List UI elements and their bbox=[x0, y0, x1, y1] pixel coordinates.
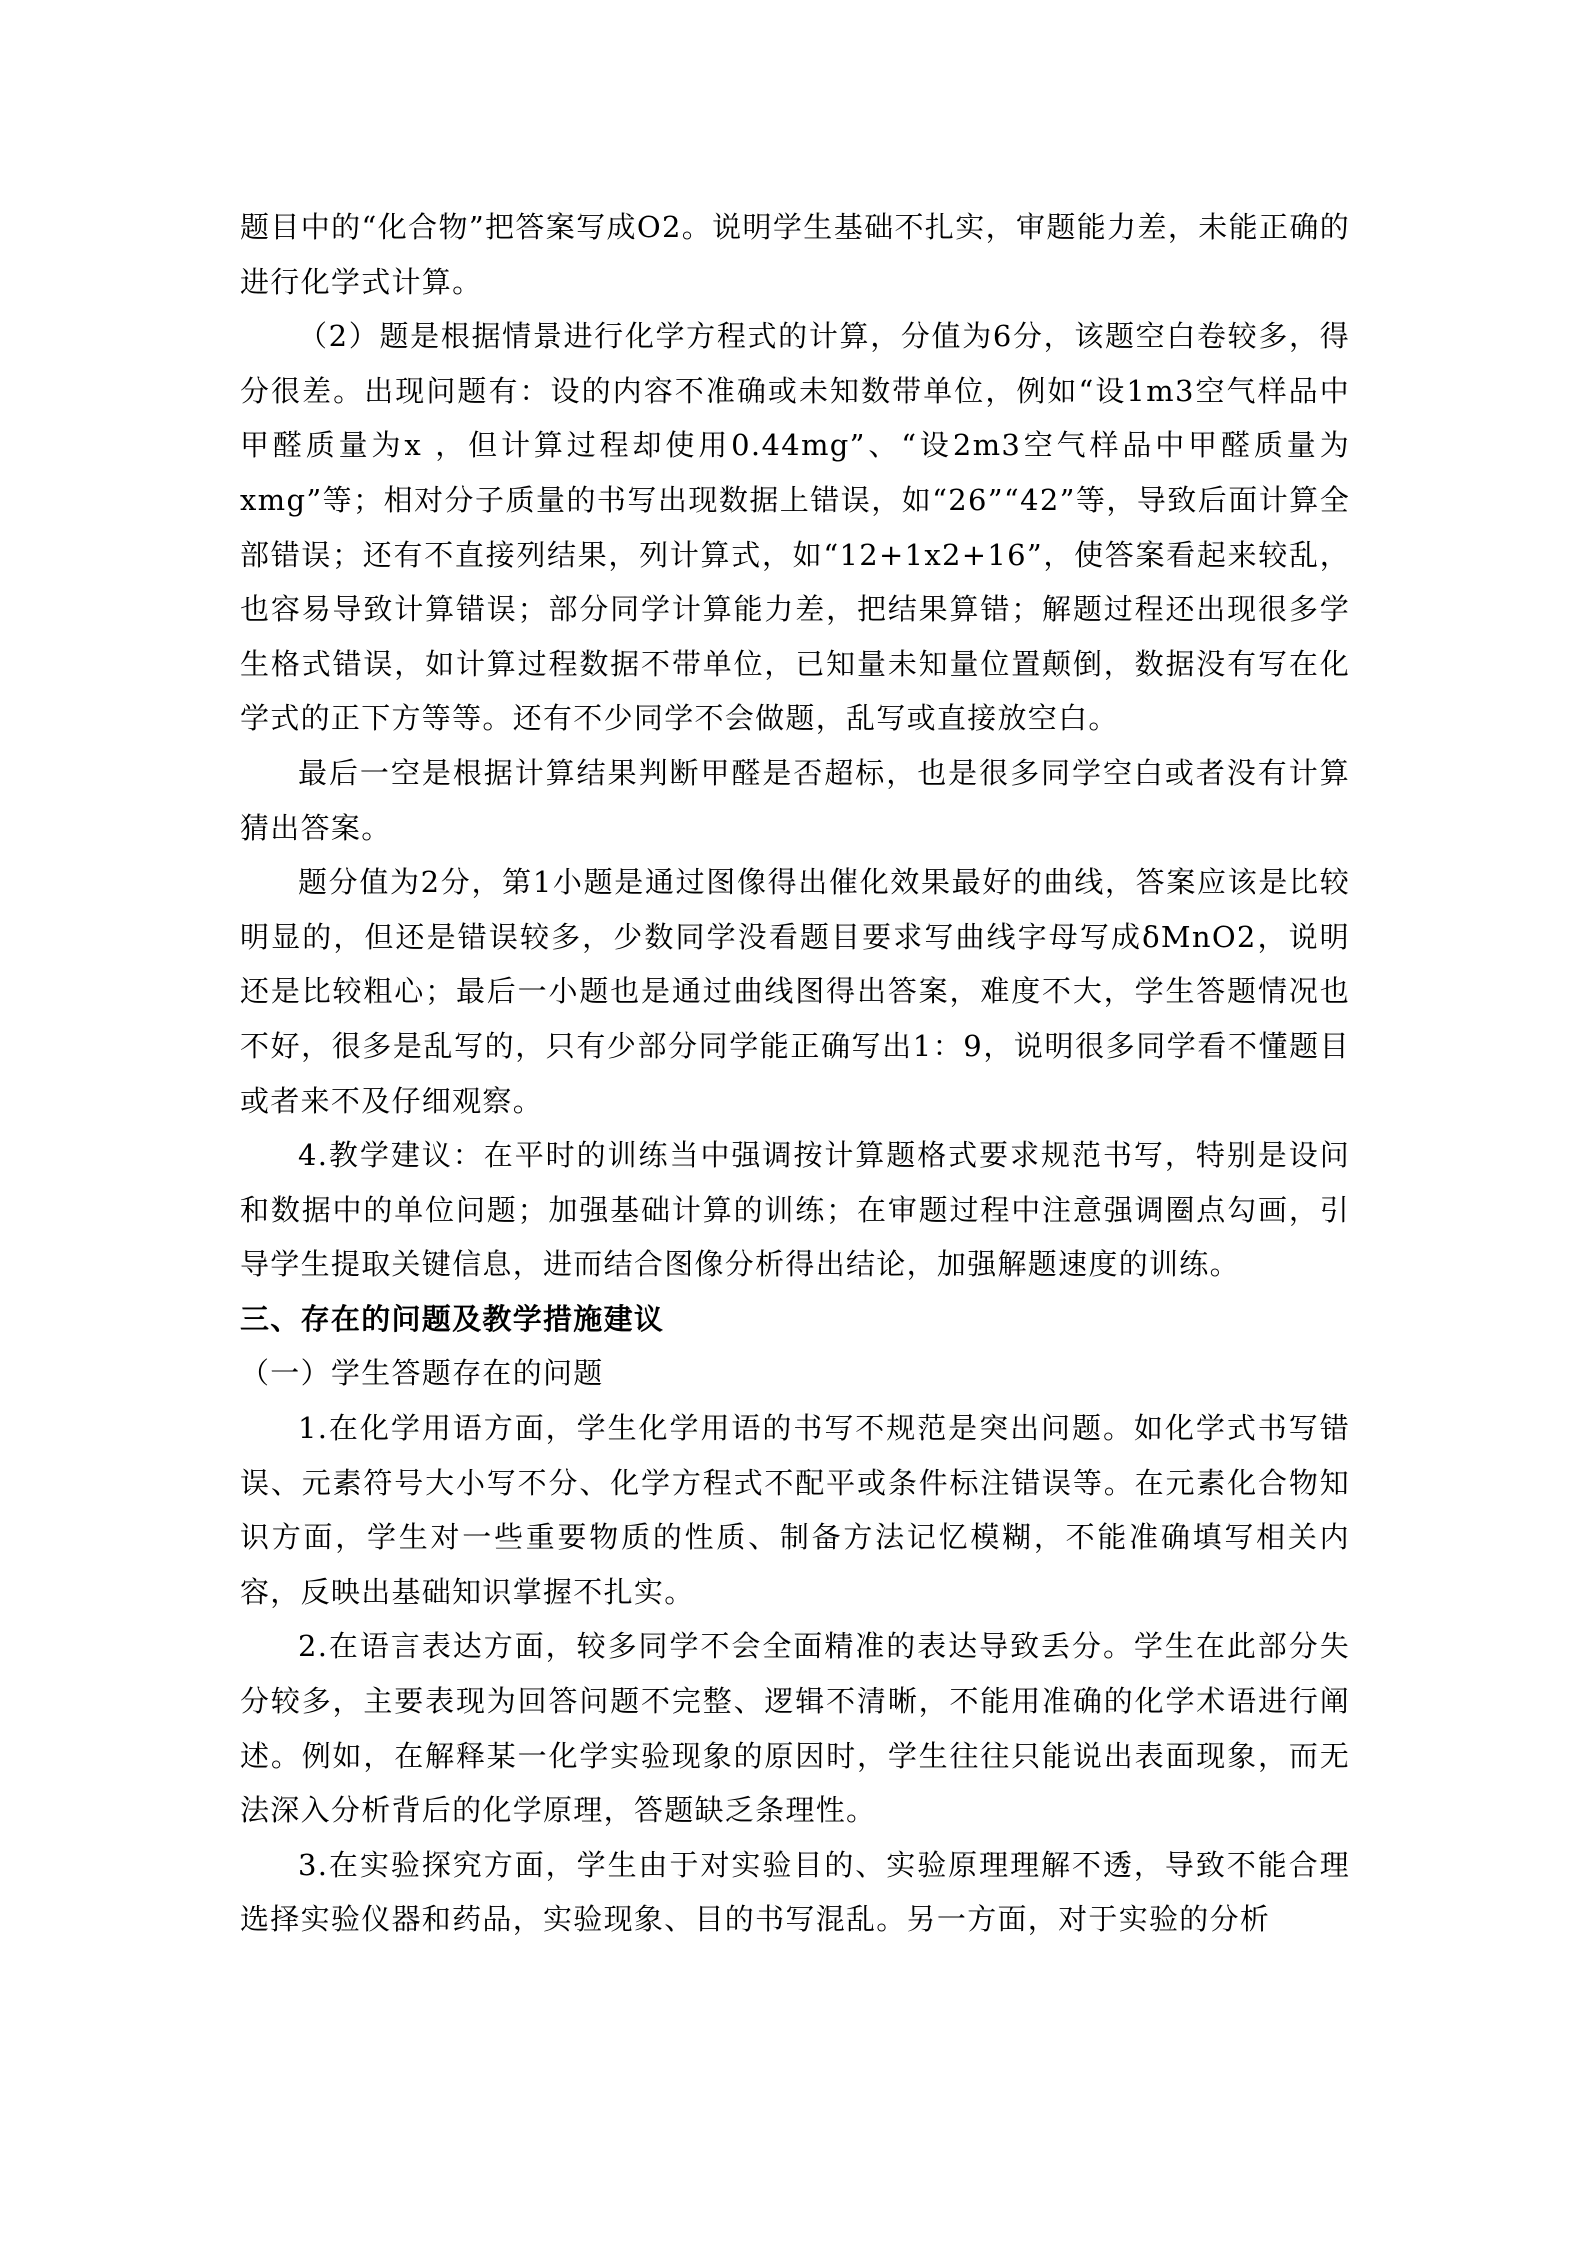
paragraph: 3.在实验探究方面，学生由于对实验目的、实验原理理解不透，导致不能合理选择实验仪器和药品，实验现象、目的书写混乱。另一方面，对于实验的分析 bbox=[240, 1847, 1350, 1937]
paragraph: 2.在语言表达方面，较多同学不会全面精准的表达导致丢分。学生在此部分失分较多，主要表现为回答问题不完整、逻辑不清晰，不能用准确的化学术语进行阐述。例如，在解释某一化学实验现象的原因时，学生往往只能说出表面现象，而无法深入分析背后的化学原理，答题缺乏条理性。 bbox=[240, 1629, 1350, 1828]
paragraph: 4.教学建议：在平时的训练当中强调按计算题格式要求规范书写，特别是设问和数据中的单位问题；加强基础计算的训练；在审题过程中注意强调圈点勾画，引导学生提取关键信息，进而结合图像分析得出结论，加强解题速度的训练。 bbox=[240, 1138, 1350, 1282]
paragraph: 题目中的“化合物”把答案写成O2。说明学生基础不扎实，审题能力差，未能正确的进行化学式计算。 bbox=[240, 210, 1350, 299]
section-heading: 三、存在的问题及教学措施建议 bbox=[240, 1301, 665, 1336]
document-body bbox=[240, 200, 1350, 1947]
paragraph: 1.在化学用语方面，学生化学用语的书写不规范是突出问题。如化学式书写错误、元素符号大小写不分、化学方程式不配平或条件标注错误等。在元素化合物知识方面，学生对一些重要物质的性质、制备方法记忆模糊，不能准确填写相关内容，反映出基础知识掌握不扎实。 bbox=[240, 1411, 1350, 1609]
paragraph: 题分值为2分，第1小题是通过图像得出催化效果最好的曲线，答案应该是比较明显的，但还是错误较多，少数同学没看题目要求写曲线字母写成δMnO2，说明还是比较粗心；最后一小题也是通过曲线图得出答案，难度不大，学生答题情况也不好，很多是乱写的，只有少部分同学能正确写出1：9，说明很多同学看不懂题目或者来不及仔细观察。 bbox=[240, 865, 1350, 1118]
paragraph: 最后一空是根据计算结果判断甲醛是否超标，也是很多同学空白或者没有计算猜出答案。 bbox=[240, 755, 1350, 845]
paragraph: （2）题是根据情景进行化学方程式的计算，分值为6分，该题空白卷较多，得分很差。出现问题有：设的内容不准确或未知数带单位，例如“设1m3空气样品中甲醛质量为x ，但计算过程却使用0.44mg”、“设2m3空气样品中甲醛质量为xmg”等；相对分子质量的书写出现数据上错误，如“26”“42”等，导致后面计算全部错误；还有不直接列结果，列计算式，如“12+1x2+16”，使答案看起来较乱，也容易导致计算错误；部分同学计算能力差，把结果算错；解题过程还出现很多学生格式错误，如计算过程数据不带单位，已知量未知量位置颠倒，数据没有写在化学式的正下方等等。还有不少同学不会做题，乱写或直接放空白。 bbox=[240, 319, 1350, 736]
subsection-heading: （一）学生答题存在的问题 bbox=[240, 1356, 604, 1391]
